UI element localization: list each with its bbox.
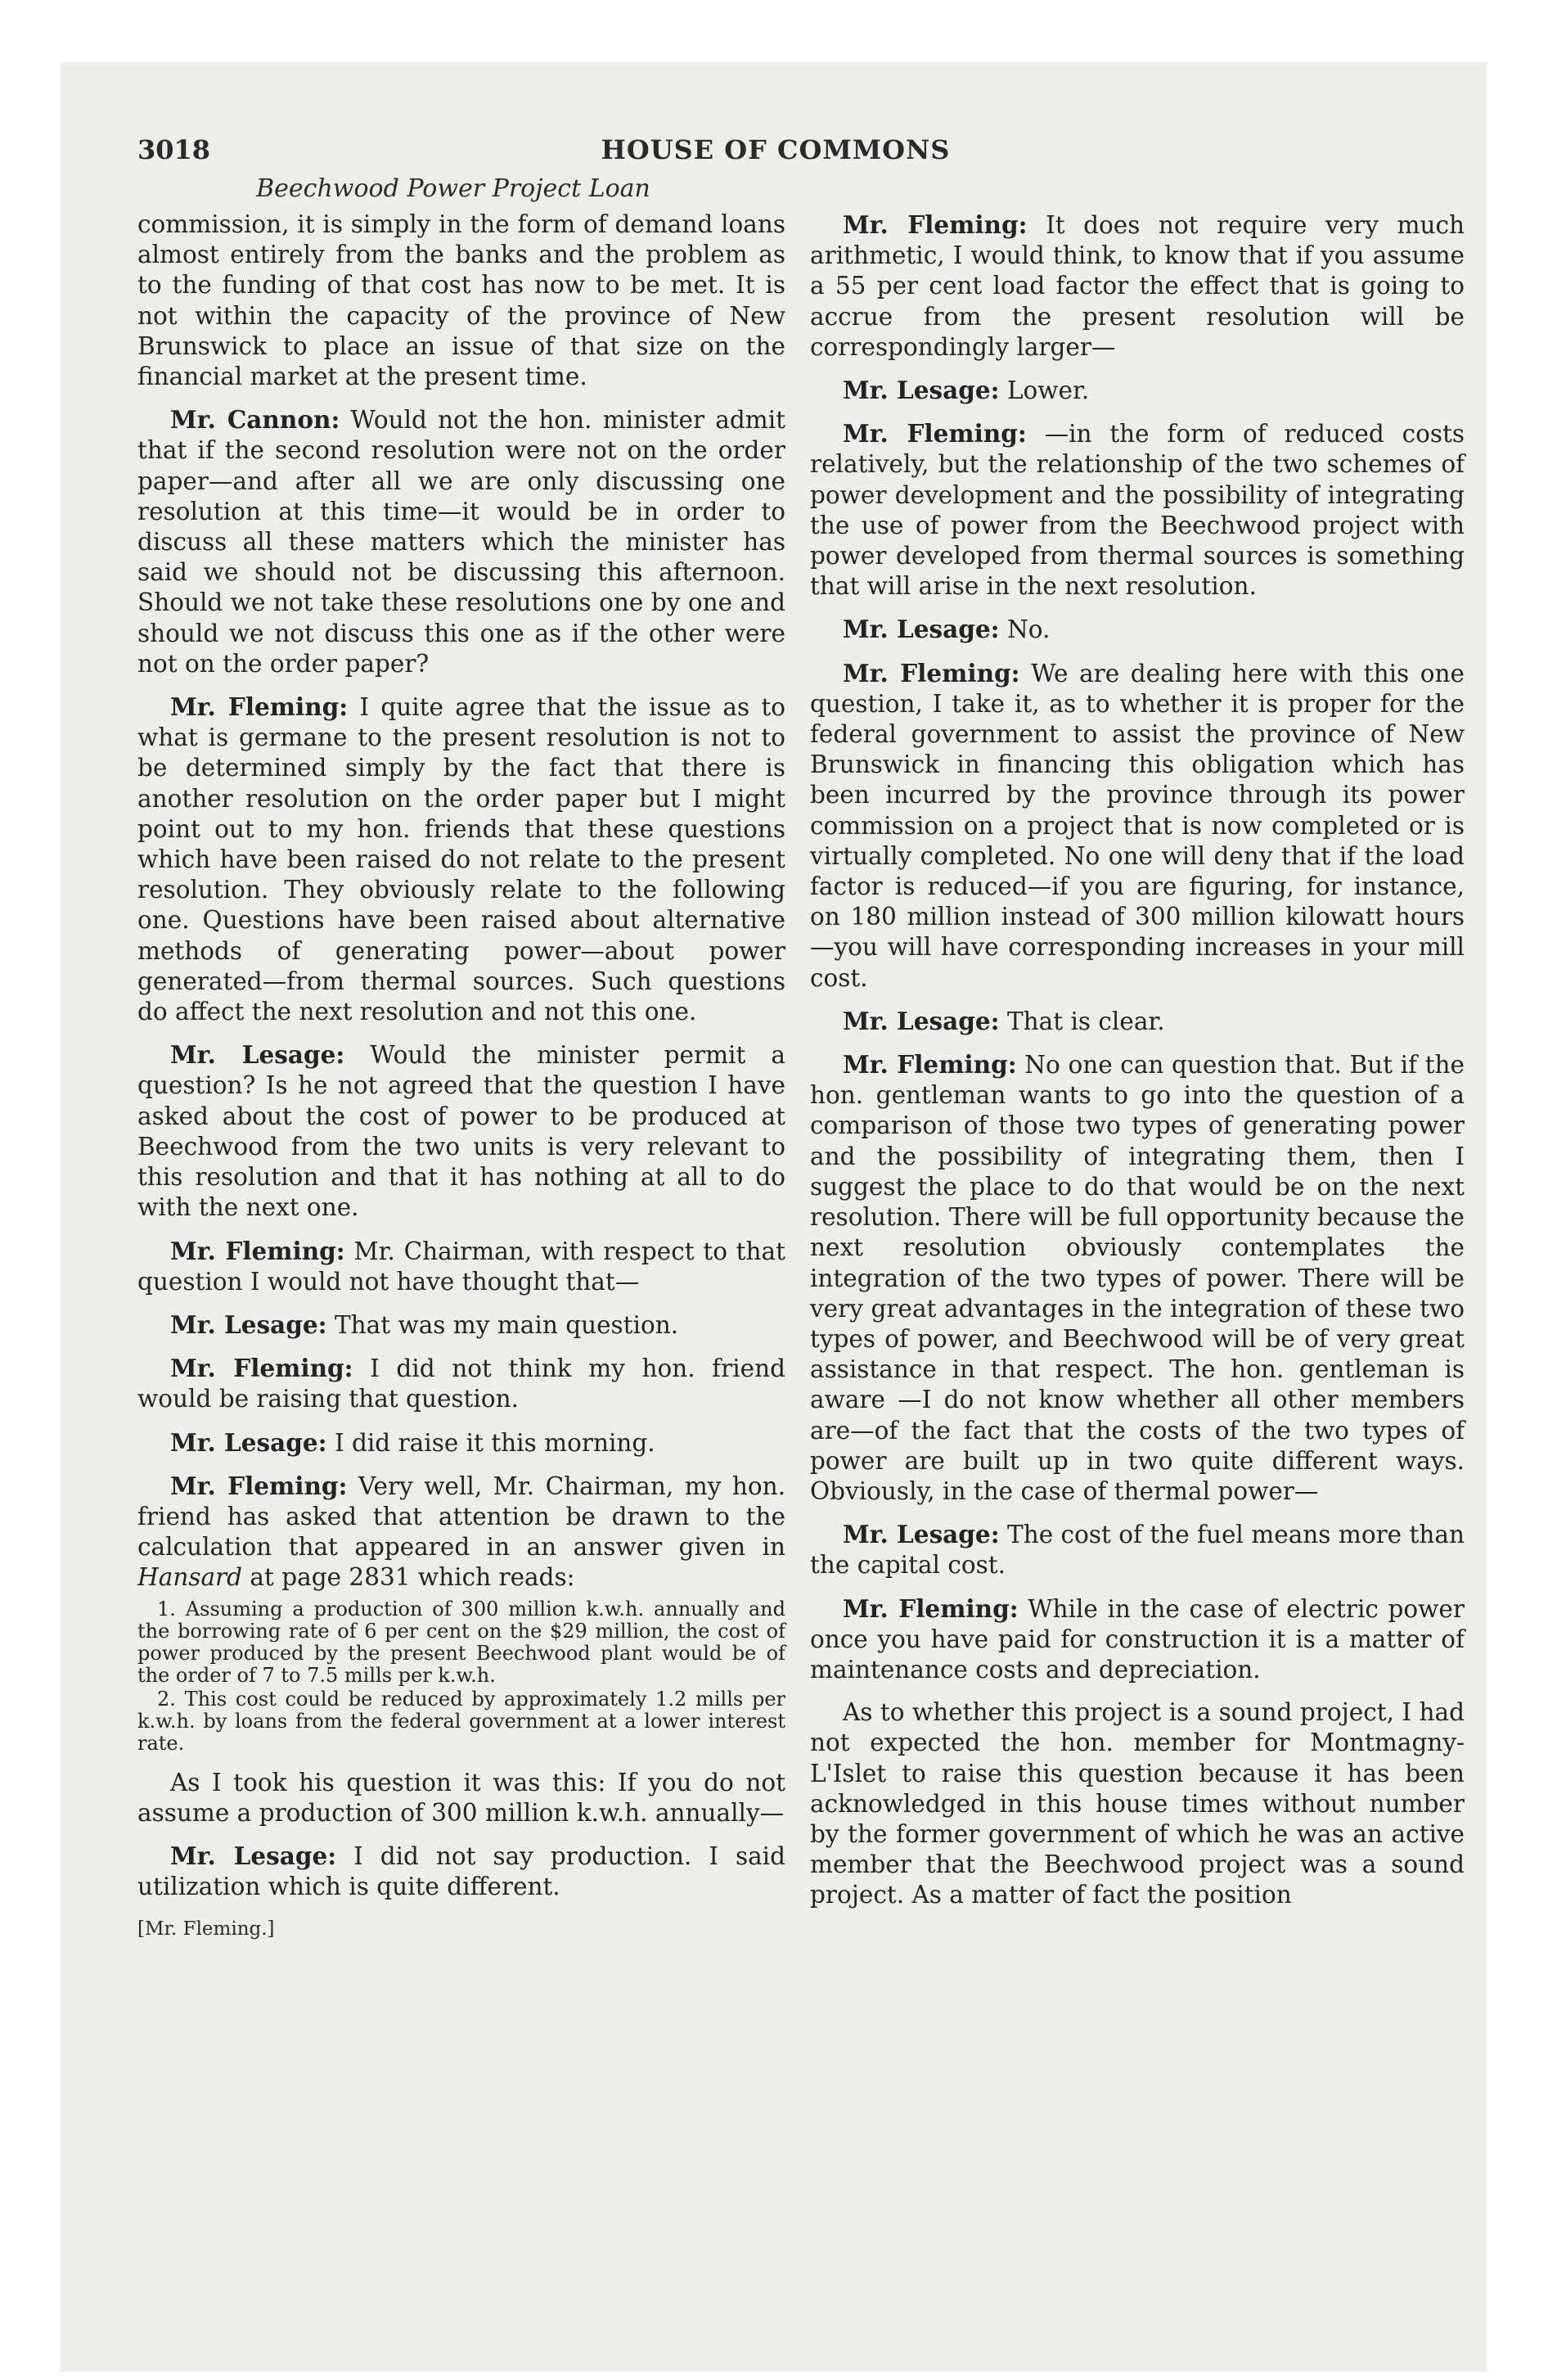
speaker-name: Mr. Lesage: xyxy=(843,1006,1000,1035)
paragraph xyxy=(137,1353,785,1414)
speaker-name: Mr. Lesage: xyxy=(170,1841,337,1870)
quote-item: 1. Assuming a production of 300 million k.w.h. annually and the borrowing rate of 6 per cent on the $29 million, the cost of power produced by the present Beechwood plant would be of the order of 7 to 7.5 mills per k.w.h. xyxy=(137,1597,785,1687)
paragraph: commission, it is simply in the form of demand loans almost entirely from the banks and the problem as to the funding of that cost has now to be met. It is not within the capacity of the province of New Brunswick to place an issue of that size on the financial market at the present time. xyxy=(137,210,785,391)
paragraph xyxy=(137,692,785,1027)
quote-item: 2. This cost could be reduced by approximately 1.2 mills per k.w.h. by loans from the federal government at a lower interest rate. xyxy=(137,1687,785,1755)
speaker-name: Mr. Fleming: xyxy=(843,210,1028,239)
page-number: 3018 xyxy=(137,134,211,165)
paragraph xyxy=(810,1049,1465,1507)
speech-text: The cost of the fuel means more than the capital cost. xyxy=(810,1521,1465,1580)
running-head: Beechwood Power Project Loan xyxy=(256,174,650,203)
speech-text: I did not say production. I said utilization which is quite different. xyxy=(137,1841,785,1901)
page-title: HOUSE OF COMMONS xyxy=(601,134,951,165)
speaker-name: Mr. Fleming: xyxy=(843,1050,1017,1080)
hansard-italic: Hansard xyxy=(137,1563,243,1592)
speaker-name: Mr. Fleming: xyxy=(843,1593,1019,1623)
speech-text: While in the case of electric power once you have paid for construction it is a matter of maintenance costs and depreciation. xyxy=(810,1594,1465,1684)
speaker-name: Mr. Cannon: xyxy=(170,405,340,435)
paragraph xyxy=(137,1309,785,1341)
paragraph xyxy=(810,1593,1465,1686)
speaker-name: Mr. Fleming: xyxy=(843,658,1020,687)
speech-text: Would not the hon. minister admit that if the second resolution were not on the order paper—and after all we are only discussing one resolution at this time—it would be in order to discuss all these matters which the minister has said we should not be discussing this afternoon. Should we not take these resolutions one by one and should we not discuss this one as if the other were not on the order paper? xyxy=(137,406,785,678)
speaker-name: Mr. Fleming: xyxy=(170,1354,353,1383)
speech-text: No. xyxy=(1006,615,1051,644)
paragraph xyxy=(137,1039,785,1223)
speech-text: —in the form of reduced costs relatively, but the relationship of the two schemes of power development and the possibility of integrating the use of power from the Beechwood project with power developed from thermal sources is something that will arise in the next resolution. xyxy=(810,420,1465,601)
speech-text: It does not require very much arithmetic, I would think, to know that if you assume a 55 per cent load factor the effect that is going to accrue from the present resolution will be correspondingly larger— xyxy=(810,211,1465,361)
paragraph xyxy=(137,404,785,679)
paragraph xyxy=(810,1519,1465,1580)
speaker-name: Mr. Lesage: xyxy=(170,1309,327,1339)
speaker-name: Mr. Lesage: xyxy=(843,376,1000,405)
speaker-name: Mr. Fleming: xyxy=(170,1236,345,1265)
paragraph xyxy=(810,658,1465,994)
speaker-name: Mr. Fleming: xyxy=(170,1471,348,1500)
speech-text: That is clear. xyxy=(1006,1007,1165,1035)
paragraph xyxy=(137,1471,785,1593)
paragraph: As I took his question it was this: If you do not assume a production of 300 million k.w.h. annually— xyxy=(137,1768,785,1827)
speech-text: I did raise it this morning. xyxy=(334,1428,655,1457)
paragraph xyxy=(137,1841,785,1902)
speech-text: We are dealing here with this one question, I take it, as to whether it is proper for the federal government to assist the province of New Brunswick in financing this obligation which has been incurred by the province through its power commission on a project that is now completed or is virtually completed. No one will deny that if the load factor is reduced—if you are figuring, for instance, on 180 million instead of 300 million kilowatt hours—you will have corresponding increases in your mill cost. xyxy=(810,659,1465,992)
speech-text: I quite agree that the issue as to what is germane to the present resolution is not to be determined simply by the fact that there is another resolution on the order paper but I might point out to my hon. friends that these questions which have been raised do not relate to the present resolution. They obviously relate to the following one. Questions have been raised about alternative methods of generating power—about power generated—from thermal sources. Such questions do affect the next resolution and not this one. xyxy=(137,693,785,1026)
quoted-answer xyxy=(137,1598,785,1755)
speaker-name: Mr. Fleming: xyxy=(843,419,1027,449)
speech-text: No one can question that. But if the hon. gentleman wants to go into the question of a comparison of those two types of generating power and the possibility of integrating them, then I suggest the place to do that would be on the next resolution. There will be full opportunity because the next resolution obviously contemplates the integration of the two types of power. There will be very great advantages in the integration of these two types of power, and Beechwood will be of very great assistance in that respect. The hon. gentleman is aware —I do not know whether all other members are—of the fact that the costs of the two types of power are built up in two quite different ways. Obviously, in the case of thermal power— xyxy=(810,1051,1465,1505)
right-column xyxy=(810,210,1465,1923)
speaker-name: Mr. Lesage: xyxy=(843,615,1000,644)
paragraph xyxy=(137,1427,785,1458)
paragraph xyxy=(810,375,1465,406)
speech-text: Would the minister permit a question? Is he not agreed that the question I have asked about the cost of power to be produced at Beechwood from the two units is very relevant to this resolution and that it has nothing at all to do with the next one. xyxy=(137,1041,785,1222)
speaker-name: Mr. Fleming: xyxy=(170,692,349,722)
paragraph xyxy=(137,1236,785,1297)
speech-text: I did not think my hon. friend would be raising that question. xyxy=(137,1355,785,1413)
speaker-name: Mr. Lesage: xyxy=(170,1040,345,1070)
paragraph xyxy=(810,418,1465,602)
paragraph: As to whether this project is a sound project, I had not expected the hon. member for Montmagny-L'Islet to raise this question because it has been acknowledged in this house times without number by the former government of which he was an active member that the Beechwood project was a sound project. As a matter of fact the position xyxy=(810,1698,1465,1909)
speaker-name: Mr. Lesage: xyxy=(170,1427,327,1457)
speech-text: That was my main question. xyxy=(334,1310,679,1339)
paragraph xyxy=(810,614,1465,645)
speech-text: at page 2831 which reads: xyxy=(250,1563,575,1592)
speech-text: Lower. xyxy=(1006,376,1090,405)
left-column xyxy=(137,210,785,1945)
speech-text: Very well, Mr. Chairman, my hon. friend has asked that attention be drawn to the calculation that appeared in an answer given in xyxy=(137,1472,785,1562)
speaker-name: Mr. Lesage: xyxy=(843,1520,1000,1549)
speech-text: Mr. Chairman, with respect to that question I would not have thought that— xyxy=(137,1237,785,1296)
paragraph xyxy=(810,1006,1465,1037)
speaker-footer: [Mr. Fleming.] xyxy=(137,1918,275,1941)
paragraph xyxy=(810,210,1465,363)
page-header xyxy=(137,134,1414,175)
